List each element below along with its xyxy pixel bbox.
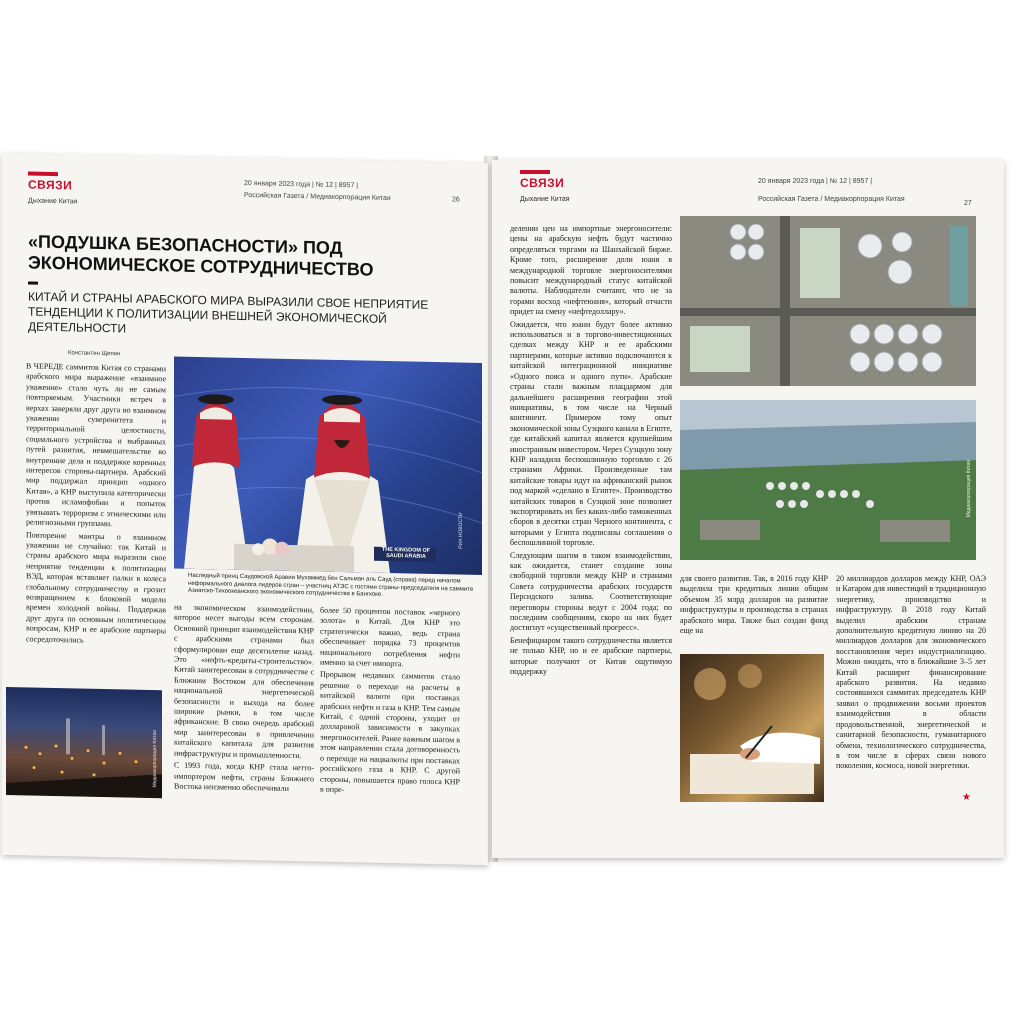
left-column-3 [320,606,460,809]
right-column-1 [510,224,672,834]
paragraph: делении цен на импортные энергоносители: цены на арабскую нефть будут частично определяться торгами на Шанхайской бирже. Кроме того, расширение доли юаня в международной торговле энергоносителями повысит международный статус китайской валюты. Наблюдатели считают, что не за горами восход «нефтеюаня», который отчасти придет на смену «нефтедоллару». [510,224,672,317]
section-label: СВЯЗИ [520,176,565,190]
document-signing-photo [680,654,824,802]
paragraph: Повторение мантры о взаимном уважении не случайно: так Китай и страны арабского мира выразили свое неприятие тенденции к политизации ВЭД, которая вставляет палки в колеса глобальному сотрудничеству и грозит возвращением к блоковой модели времен холодной войны. Поддержав друг друга по основным политическим вопросам, КНР и ее арабские партнеры сосредоточились [26,529,166,645]
right-column-3 [836,574,986,814]
left-column-2 [174,603,314,806]
page-number: 26 [452,196,460,204]
right-column-2 [680,574,828,654]
article-headline: «ПОДУШКА БЕЗОПАСНОСТИ» ПОД ЭКОНОМИЧЕСКОЕ СОТРУДНИЧЕСТВО [28,231,374,280]
page-number: 27 [964,200,972,207]
article-subhead: КИТАЙ И СТРАНЫ АРАБСКОГО МИРА ВЫРАЗИЛИ СВОЕ НЕПРИЯТИЕ ТЕНДЕНЦИИ К ПОЛИТИЗАЦИИ ВНЕШНЕЙ ЭКОНОМИЧЕСКОЙ ДЕЯТЕЛЬНОСТИ [28,289,429,336]
port-illustration [680,400,976,560]
paragraph: В ЧЕРЕДЕ саммитов Китая со странами арабского мира выражение «взаимное уважение» стало чуть ли не самым повторяемым. Участники встреч в верхах заверяли друг друга во взаимном уважении суверенитета и территориальной целостности, социального устройства и выбранных путей развития, невмешательстве во внутренние дела и поддержке коренных интересов стороны-партнера. Арабский мир поддержал принцип «одного Китая», а КНР выступила категорически против исламофобии и попыток увязывать терроризм с этническими или религиозными группами. [26,361,166,529]
photo-credit: РИА НОВОСТИ [458,512,464,549]
section-bar [520,170,550,174]
paragraph: 20 миллиардов долларов между КНР, ОАЭ и Катаром для инвестиций в традиционную энергетику, производство и инфраструктуру. В 2018 году Китай выделил арабским странам дополнительную кредитную линию на 20 миллиардов долларов для экономического восстановления через индустриализацию. Можно ожидать, что в ближайшие 3–5 лет Китай расширит финансирование арабского развития. На недавно состоявшихся саммитах председатель КНР заявил о продвижении восьми проектов взаимодействия в области продовольственной, энергетической и санитарной безопасности, гуманитарного обмена, технологического сотрудничества, в том числе в сферах связи нового поколения, космоса, новой энергетики. [836,574,986,771]
right-page [492,160,1004,858]
industrial-night-photo [6,687,162,798]
paragraph: Бенефициаром такого сотрудничества является не только КНР, но и ее арабские партнеры, которые получают от Китая ощутимую поддержку [510,635,672,677]
paragraph: Следующим шагом в таком взаимодействии, как ожидается, станет создание зоны свободной торговли между КНР и странами Совета сотрудничества арабских государств Персидского залива. Соответствующие переговоры стороны ведут с 2004 года; по последним сообщениям, скоро на них будет достигнут «существенный прогресс». [510,550,672,633]
paragraph: Ожидается, что юани будут более активно использоваться и в торгово-инвестиционных сделках между КНР и ее арабскими партнерами, которые активно подключаются к китайской интеграционной инициативе «Одного пояса и одного пути». Арабские страны стали важным плацдармом для дальнейшего расширения географии этой инициативы, в том числе на Черный континент. Примером тому опыт экономической зоны Суэцкого канала в Египте, где китайский капитал является крупнейшим иностранным инвестором. Через Суэцкую зону КНР наладила беспошлинную торговлю с 26 странами Африки. Произведенные там китайские товары идут на африканский рынок под маркой «сделано в Египте». Производство китайских товаров в Суэцкой зоне позволяет экспортировать их без каких-либо таможенных сборов в десятки стран Черного континента, с которыми у Египта подписаны соглашения о беспошлинной торговле. [510,319,672,548]
photo-credit-2: Медиакорпорация Китая [152,730,158,788]
section-bar [28,171,58,176]
kingdom-sign: THE KINGDOM OF SAUDI ARABIA [381,546,431,560]
author-byline: Константин Щепин [68,350,121,358]
left-page [2,153,488,865]
main-photo [174,357,482,575]
issue-meta: 20 января 2023 года | № 12 | 8957 | [244,179,359,190]
publisher-meta: Российская Газета / Медиакорпорация Китая [244,191,391,203]
tank-farm-illustration [680,216,976,386]
aerial-tanks-photo [680,216,976,386]
section-label: СВЯЗИ [28,177,73,193]
paragraph: Прорывом недавних саммитов стало решение о переходе на расчеты в китайской валюте при поставках арабских нефти и газа в КНР. Тем самым Китай, с одной стороны, уходит от долларовой зависимости в закупках энергоносителей. Ранее важным шагом в этом направлении стала договоренность о переходе на нацвалюты при поставках российского газа в КНР. С другой стороны, повышается право голоса КНР в опре- [320,670,460,794]
photo-credit: Медиакорпорация Китая [966,460,972,518]
photo-caption: Наследный принц Саудовской Аравии Мухаммед бен Сальман аль Сауд (справа) перед началом неформального диалога лидеров стран – участниц АТЭС с гостями страны-председателя на саммите Азиатско-Тихоокеанского экономического сотрудничества в Бангкоке. [188,572,474,598]
port-aerial-photo [680,400,976,560]
leaders-photo-illustration [174,357,482,575]
subhead-rule [28,281,38,284]
issue-meta: 20 января 2023 года | № 12 | 8957 | [758,178,873,185]
paragraph: С 1993 года, когда КНР стала нетто-импортером нефти, страны Ближнего Востока неизменно обеспечивали [174,760,314,793]
publisher-meta: Российская Газета / Медиакорпорация Китая [758,196,905,203]
rubric-label: Дыхание Китая [520,196,570,203]
newspaper-spread [0,148,1024,860]
paragraph: для своего развития. Так, в 2016 году КНР выделила три кредитных линии общим объемом 35 млрд долларов на развитие инфраструктуры и производства в странах арабского мира. Также был создан фонд еще на [680,574,828,636]
signing-illustration [680,654,824,802]
paragraph: более 50 процентов поставок «черного золота» в Китай. Для КНР это стратегически важно, ведь страна обеспечивает порядка 73 процентов национального потребления нефти именно за счет импорта. [320,605,460,669]
end-star-icon: ★ [962,792,971,803]
left-column-1 [26,361,166,686]
night-plant-illustration [6,687,162,798]
paragraph: на экономическом взаимодействии, которое несет выгоды всем сторонам. Основной принцип взаимодействия КНР с арабскими странами был сформулирован еще десятилетие назад. Это «нефть-кредиты-строительство». Китай заинтересован в сотрудничестве с Ближним Востоком для обеспечения национальной энергетической безопасности и выхода на более широкие рынки, в том числе африканские. В свою очередь арабский мир заинтересован в привлечении китайского капитала для развития инфраструктуры и промышленности. [174,602,314,760]
rubric-label: Дыхание Китая [28,197,78,206]
